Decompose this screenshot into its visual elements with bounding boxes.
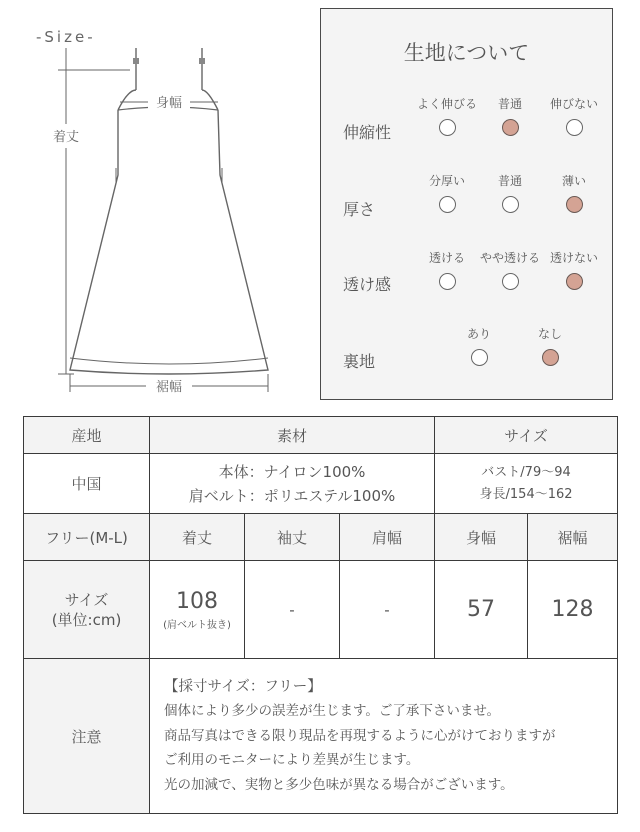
note-header: 注意 xyxy=(24,659,150,814)
fabric-panel xyxy=(320,8,613,400)
option-circle xyxy=(502,196,519,213)
dress-diagram xyxy=(0,0,320,410)
length-label: 着丈 xyxy=(52,130,80,145)
origin-header: 産地 xyxy=(24,417,150,454)
body-width-value: 57 xyxy=(435,561,528,659)
option-circle-selected xyxy=(542,349,559,366)
size-range-value xyxy=(435,454,618,514)
material-header: 素材 xyxy=(150,417,435,454)
option-circle xyxy=(471,349,488,366)
stretch-option-2: 普通 xyxy=(471,95,549,136)
sleeve-value: - xyxy=(245,561,340,659)
thickness-option-1: 分厚い xyxy=(408,172,486,213)
size-line: 身長/154〜162 xyxy=(479,486,573,502)
material-line: 本体：ナイロン100% xyxy=(218,462,366,481)
note-line: 個体により多少の誤差が生じます。ご了承下さいませ。 xyxy=(164,703,501,720)
size-unit-label: サイズ (単位:cm) xyxy=(24,561,150,659)
material-value xyxy=(150,454,435,514)
lining-option-1: あり xyxy=(440,325,518,366)
fabric-title: 生地について xyxy=(403,41,530,65)
material-line: 肩ベルト：ポリエステル100% xyxy=(188,486,396,505)
hem-width-value: 128 xyxy=(528,561,618,659)
shoulder-header: 肩幅 xyxy=(340,514,435,561)
note-line: 【採寸サイズ：フリー】 xyxy=(164,678,322,695)
option-circle xyxy=(439,196,456,213)
thickness-option-2: 普通 xyxy=(471,172,549,213)
sheerness-option-2: やや透ける xyxy=(471,249,549,290)
hem-curve xyxy=(70,358,268,364)
stretch-option-1: よく伸びる xyxy=(408,95,486,136)
option-circle xyxy=(502,273,519,290)
option-circle xyxy=(566,119,583,136)
thickness-label: 厚さ xyxy=(343,200,376,219)
body-width-label: 身幅 xyxy=(155,96,183,111)
stretch-label: 伸縮性 xyxy=(343,123,392,142)
spec-table xyxy=(23,416,618,814)
lining-option-2: なし xyxy=(511,325,589,366)
size-header: サイズ xyxy=(435,417,618,454)
note-line: 商品写真はできる限り現品を再現するように心がけておりますが xyxy=(164,727,556,744)
sheerness-option-1: 透ける xyxy=(408,249,486,290)
length-header: 着丈 xyxy=(150,514,245,561)
hem-width-header: 裾幅 xyxy=(528,514,618,561)
origin-value: 中国 xyxy=(24,454,150,514)
length-value: 108 (肩ベルト抜き) xyxy=(150,561,245,659)
lining-label: 裏地 xyxy=(343,352,376,371)
option-circle-selected xyxy=(566,196,583,213)
length-note: (肩ベルト抜き) xyxy=(163,619,231,631)
size-title: -Size- xyxy=(36,28,96,46)
note-line: ご利用のモニターにより差異が生じます。 xyxy=(164,752,420,769)
free-size-label: フリー(M-L) xyxy=(24,514,150,561)
shoulder-value: - xyxy=(340,561,435,659)
stretch-option-3: 伸びない xyxy=(535,95,613,136)
sleeve-header: 袖丈 xyxy=(245,514,340,561)
option-circle xyxy=(439,119,456,136)
hem-width-label: 裾幅 xyxy=(155,380,183,395)
option-circle-selected xyxy=(566,273,583,290)
note-line: 光の加減で、実物と多少色味が異なる場合がございます。 xyxy=(164,776,514,793)
note-text xyxy=(150,659,618,814)
option-circle-selected xyxy=(502,119,519,136)
body-width-header: 身幅 xyxy=(435,514,528,561)
sheerness-label: 透け感 xyxy=(343,275,392,294)
size-line: バスト/79〜94 xyxy=(481,464,571,480)
sheerness-option-3: 透けない xyxy=(535,249,613,290)
option-circle xyxy=(439,273,456,290)
thickness-option-3: 薄い xyxy=(535,172,613,213)
